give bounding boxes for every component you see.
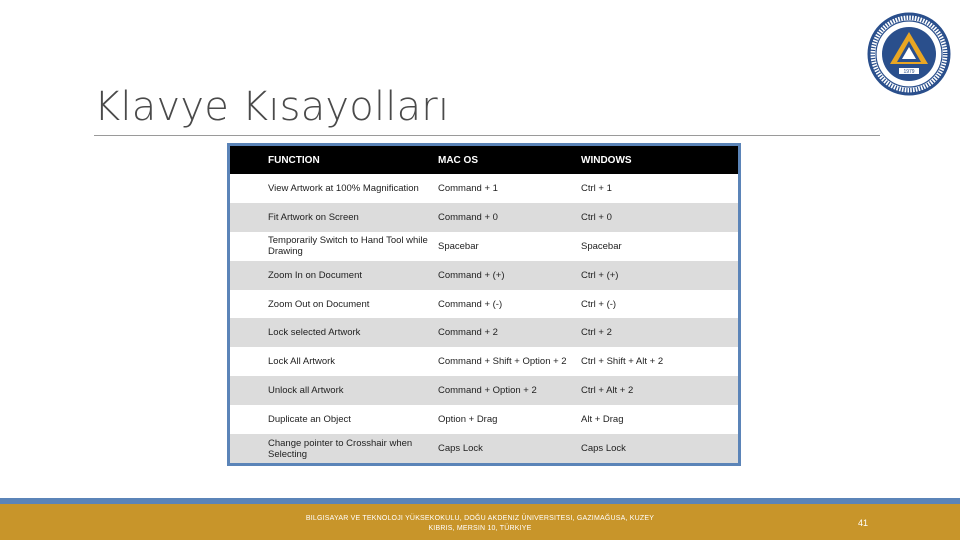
row-windows: Ctrl + (+) — [581, 261, 738, 290]
table-header-row — [230, 146, 738, 174]
row-windows: Caps Lock — [581, 434, 738, 463]
table-row — [230, 232, 738, 261]
page-number: 41 — [858, 518, 869, 528]
table-row — [230, 434, 738, 463]
footer-line-2: KIBRIS, MERSIN 10, TÜRKIYE — [428, 525, 532, 532]
footer-line-1: BILGISAYAR VE TEKNOLOJI YÜKSEKOKULU, DOĞU AKDENIZ ÜNIVERSITESI, GAZIMAĞUSA, KUZEY — [305, 515, 655, 522]
row-mac: Command + Shift + Option + 2 — [438, 347, 581, 376]
table-row — [230, 347, 738, 376]
slide-title: Klavye Kısayolları — [94, 84, 450, 130]
row-function: Change pointer to Crosshair when Selecting — [230, 434, 438, 463]
row-function: Lock All Artwork — [230, 347, 438, 376]
row-mac: Option + Drag — [438, 405, 581, 434]
row-function: Temporarily Switch to Hand Tool while Drawing — [230, 232, 438, 261]
row-windows: Ctrl + Shift + Alt + 2 — [581, 347, 738, 376]
shortcuts-table-frame — [227, 143, 741, 466]
row-mac: Command + 0 — [438, 203, 581, 232]
row-function: Zoom Out on Document — [230, 290, 438, 319]
row-mac: Caps Lock — [438, 434, 581, 463]
row-mac: Spacebar — [438, 232, 581, 261]
row-function: Unlock all Artwork — [230, 376, 438, 405]
row-mac: Command + (+) — [438, 261, 581, 290]
table-row — [230, 203, 738, 232]
title-divider — [94, 135, 880, 136]
row-windows: Spacebar — [581, 232, 738, 261]
row-function: Fit Artwork on Screen — [230, 203, 438, 232]
seal-year: 1979 — [903, 69, 915, 75]
row-windows: Ctrl + Alt + 2 — [581, 376, 738, 405]
table-row — [230, 318, 738, 347]
row-function: Lock selected Artwork — [230, 318, 438, 347]
table-row — [230, 261, 738, 290]
header-mac-os: MAC OS — [438, 146, 581, 174]
row-mac: Command + 1 — [438, 174, 581, 203]
footer-address — [290, 514, 670, 534]
header-windows: WINDOWS — [581, 146, 738, 174]
university-seal-icon — [866, 12, 952, 96]
shortcuts-table — [230, 146, 738, 463]
row-windows: Ctrl + 1 — [581, 174, 738, 203]
row-windows: Alt + Drag — [581, 405, 738, 434]
table-row — [230, 376, 738, 405]
row-windows: Ctrl + 0 — [581, 203, 738, 232]
row-function: Duplicate an Object — [230, 405, 438, 434]
row-function: View Artwork at 100% Magnification — [230, 174, 438, 203]
row-mac: Command + Option + 2 — [438, 376, 581, 405]
row-mac: Command + (-) — [438, 290, 581, 319]
row-windows: Ctrl + (-) — [581, 290, 738, 319]
table-row — [230, 405, 738, 434]
table-row — [230, 290, 738, 319]
row-function: Zoom In on Document — [230, 261, 438, 290]
header-function: FUNCTION — [230, 146, 438, 174]
table-row — [230, 174, 738, 203]
row-mac: Command + 2 — [438, 318, 581, 347]
row-windows: Ctrl + 2 — [581, 318, 738, 347]
